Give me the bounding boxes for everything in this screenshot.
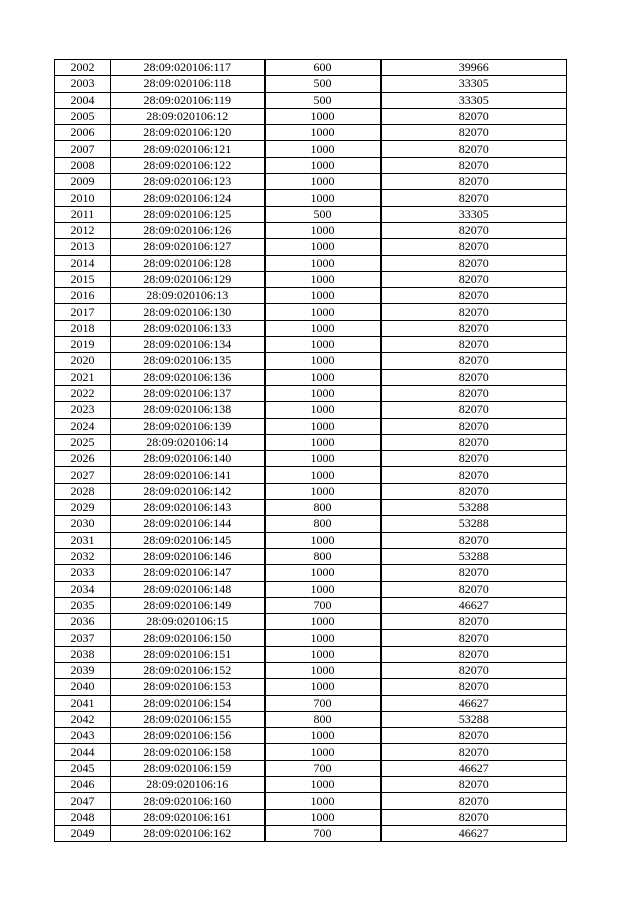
area-cell: 1000: [265, 565, 381, 581]
row-number-cell: 2031: [55, 532, 111, 548]
cadastral-number-cell: 28:09:020106:155: [111, 711, 265, 727]
value-cell: 82070: [381, 369, 567, 385]
value-cell: 82070: [381, 532, 567, 548]
cadastral-number-cell: 28:09:020106:158: [111, 744, 265, 760]
table-row: [55, 190, 567, 206]
area-cell: 1000: [265, 483, 381, 499]
cadastral-number-cell: 28:09:020106:12: [111, 108, 265, 124]
area-cell: 1000: [265, 320, 381, 336]
row-number-cell: 2010: [55, 190, 111, 206]
value-cell: 82070: [381, 565, 567, 581]
table-row: [55, 581, 567, 597]
area-cell: 1000: [265, 467, 381, 483]
area-cell: 1000: [265, 630, 381, 646]
row-number-cell: 2035: [55, 597, 111, 613]
area-cell: 1000: [265, 304, 381, 320]
value-cell: 82070: [381, 728, 567, 744]
area-cell: 1000: [265, 532, 381, 548]
cadastral-number-cell: 28:09:020106:120: [111, 125, 265, 141]
row-number-cell: 2002: [55, 60, 111, 76]
value-cell: 82070: [381, 662, 567, 678]
value-cell: 82070: [381, 320, 567, 336]
cadastral-number-cell: 28:09:020106:143: [111, 500, 265, 516]
cadastral-number-cell: 28:09:020106:147: [111, 565, 265, 581]
table-row: [55, 222, 567, 238]
row-number-cell: 2026: [55, 451, 111, 467]
row-number-cell: 2003: [55, 76, 111, 92]
value-cell: 33305: [381, 206, 567, 222]
row-number-cell: 2034: [55, 581, 111, 597]
area-cell: 1000: [265, 809, 381, 825]
table-row: [55, 271, 567, 287]
cadastral-number-cell: 28:09:020106:126: [111, 222, 265, 238]
area-cell: 500: [265, 76, 381, 92]
table-row: [55, 744, 567, 760]
area-cell: 1000: [265, 353, 381, 369]
row-number-cell: 2049: [55, 825, 111, 841]
table-row: [55, 662, 567, 678]
cadastral-number-cell: 28:09:020106:133: [111, 320, 265, 336]
area-cell: 1000: [265, 744, 381, 760]
value-cell: 82070: [381, 190, 567, 206]
row-number-cell: 2036: [55, 614, 111, 630]
area-cell: 700: [265, 760, 381, 776]
value-cell: 82070: [381, 108, 567, 124]
table-row: [55, 255, 567, 271]
value-cell: 82070: [381, 777, 567, 793]
cadastral-number-cell: 28:09:020106:119: [111, 92, 265, 108]
cadastral-number-cell: 28:09:020106:148: [111, 581, 265, 597]
table-row: [55, 174, 567, 190]
table-body: [55, 60, 567, 842]
area-cell: 1000: [265, 288, 381, 304]
cadastral-number-cell: 28:09:020106:122: [111, 157, 265, 173]
value-cell: 82070: [381, 304, 567, 320]
cadastral-number-cell: 28:09:020106:159: [111, 760, 265, 776]
table-row: [55, 695, 567, 711]
cadastral-number-cell: 28:09:020106:123: [111, 174, 265, 190]
value-cell: 82070: [381, 630, 567, 646]
table-row: [55, 728, 567, 744]
area-cell: 800: [265, 548, 381, 564]
table-row: [55, 825, 567, 841]
row-number-cell: 2029: [55, 500, 111, 516]
row-number-cell: 2048: [55, 809, 111, 825]
row-number-cell: 2040: [55, 679, 111, 695]
value-cell: 82070: [381, 581, 567, 597]
area-cell: 1000: [265, 614, 381, 630]
value-cell: 82070: [381, 451, 567, 467]
table-row: [55, 451, 567, 467]
value-cell: 82070: [381, 679, 567, 695]
row-number-cell: 2013: [55, 239, 111, 255]
data-table: [54, 59, 567, 842]
value-cell: 53288: [381, 711, 567, 727]
value-cell: 82070: [381, 402, 567, 418]
row-number-cell: 2012: [55, 222, 111, 238]
value-cell: 39966: [381, 60, 567, 76]
value-cell: 82070: [381, 385, 567, 401]
row-number-cell: 2046: [55, 777, 111, 793]
table-row: [55, 76, 567, 92]
cadastral-number-cell: 28:09:020106:121: [111, 141, 265, 157]
area-cell: 1000: [265, 402, 381, 418]
cadastral-number-cell: 28:09:020106:161: [111, 809, 265, 825]
value-cell: 46627: [381, 760, 567, 776]
cadastral-number-cell: 28:09:020106:128: [111, 255, 265, 271]
table-row: [55, 614, 567, 630]
cadastral-number-cell: 28:09:020106:136: [111, 369, 265, 385]
row-number-cell: 2009: [55, 174, 111, 190]
row-number-cell: 2038: [55, 646, 111, 662]
value-cell: 82070: [381, 222, 567, 238]
value-cell: 82070: [381, 793, 567, 809]
table-row: [55, 679, 567, 695]
area-cell: 1000: [265, 271, 381, 287]
area-cell: 800: [265, 516, 381, 532]
value-cell: 82070: [381, 141, 567, 157]
value-cell: 82070: [381, 337, 567, 353]
value-cell: 33305: [381, 76, 567, 92]
row-number-cell: 2033: [55, 565, 111, 581]
area-cell: 800: [265, 500, 381, 516]
cadastral-number-cell: 28:09:020106:156: [111, 728, 265, 744]
cadastral-number-cell: 28:09:020106:151: [111, 646, 265, 662]
cadastral-number-cell: 28:09:020106:117: [111, 60, 265, 76]
table-row: [55, 597, 567, 613]
cadastral-number-cell: 28:09:020106:15: [111, 614, 265, 630]
table-row: [55, 157, 567, 173]
table-row: [55, 320, 567, 336]
table-row: [55, 108, 567, 124]
table-row: [55, 402, 567, 418]
area-cell: 600: [265, 60, 381, 76]
area-cell: 1000: [265, 679, 381, 695]
value-cell: 53288: [381, 548, 567, 564]
cadastral-number-cell: 28:09:020106:13: [111, 288, 265, 304]
row-number-cell: 2039: [55, 662, 111, 678]
value-cell: 82070: [381, 255, 567, 271]
row-number-cell: 2030: [55, 516, 111, 532]
value-cell: 82070: [381, 744, 567, 760]
cadastral-number-cell: 28:09:020106:129: [111, 271, 265, 287]
table-row: [55, 141, 567, 157]
row-number-cell: 2037: [55, 630, 111, 646]
table-row: [55, 483, 567, 499]
row-number-cell: 2043: [55, 728, 111, 744]
cadastral-number-cell: 28:09:020106:118: [111, 76, 265, 92]
table-row: [55, 630, 567, 646]
cadastral-number-cell: 28:09:020106:160: [111, 793, 265, 809]
table-row: [55, 60, 567, 76]
row-number-cell: 2018: [55, 320, 111, 336]
row-number-cell: 2045: [55, 760, 111, 776]
row-number-cell: 2020: [55, 353, 111, 369]
cadastral-number-cell: 28:09:020106:142: [111, 483, 265, 499]
row-number-cell: 2004: [55, 92, 111, 108]
area-cell: 1000: [265, 777, 381, 793]
row-number-cell: 2044: [55, 744, 111, 760]
area-cell: 700: [265, 825, 381, 841]
table-row: [55, 646, 567, 662]
row-number-cell: 2015: [55, 271, 111, 287]
area-cell: 700: [265, 695, 381, 711]
cadastral-number-cell: 28:09:020106:16: [111, 777, 265, 793]
row-number-cell: 2011: [55, 206, 111, 222]
value-cell: 33305: [381, 92, 567, 108]
table-row: [55, 206, 567, 222]
area-cell: 1000: [265, 255, 381, 271]
cadastral-number-cell: 28:09:020106:125: [111, 206, 265, 222]
table-row: [55, 418, 567, 434]
area-cell: 1000: [265, 190, 381, 206]
value-cell: 82070: [381, 809, 567, 825]
cadastral-number-cell: 28:09:020106:138: [111, 402, 265, 418]
row-number-cell: 2021: [55, 369, 111, 385]
row-number-cell: 2005: [55, 108, 111, 124]
table-row: [55, 777, 567, 793]
table-row: [55, 385, 567, 401]
area-cell: 1000: [265, 434, 381, 450]
row-number-cell: 2017: [55, 304, 111, 320]
value-cell: 82070: [381, 483, 567, 499]
table-row: [55, 304, 567, 320]
area-cell: 500: [265, 92, 381, 108]
table-row: [55, 337, 567, 353]
cadastral-number-cell: 28:09:020106:124: [111, 190, 265, 206]
area-cell: 1000: [265, 337, 381, 353]
area-cell: 1000: [265, 793, 381, 809]
value-cell: 82070: [381, 353, 567, 369]
area-cell: 1000: [265, 174, 381, 190]
row-number-cell: 2016: [55, 288, 111, 304]
area-cell: 1000: [265, 141, 381, 157]
row-number-cell: 2022: [55, 385, 111, 401]
value-cell: 46627: [381, 695, 567, 711]
table-row: [55, 760, 567, 776]
row-number-cell: 2027: [55, 467, 111, 483]
value-cell: 53288: [381, 500, 567, 516]
table-row: [55, 565, 567, 581]
cadastral-number-cell: 28:09:020106:144: [111, 516, 265, 532]
cadastral-number-cell: 28:09:020106:139: [111, 418, 265, 434]
cadastral-number-cell: 28:09:020106:137: [111, 385, 265, 401]
row-number-cell: 2032: [55, 548, 111, 564]
row-number-cell: 2042: [55, 711, 111, 727]
value-cell: 82070: [381, 174, 567, 190]
area-cell: 700: [265, 597, 381, 613]
value-cell: 46627: [381, 597, 567, 613]
area-cell: 800: [265, 711, 381, 727]
cadastral-number-cell: 28:09:020106:153: [111, 679, 265, 695]
area-cell: 1000: [265, 125, 381, 141]
table-row: [55, 288, 567, 304]
row-number-cell: 2023: [55, 402, 111, 418]
value-cell: 82070: [381, 125, 567, 141]
table-row: [55, 125, 567, 141]
cadastral-number-cell: 28:09:020106:127: [111, 239, 265, 255]
row-number-cell: 2041: [55, 695, 111, 711]
value-cell: 82070: [381, 614, 567, 630]
area-cell: 1000: [265, 157, 381, 173]
area-cell: 1000: [265, 108, 381, 124]
value-cell: 82070: [381, 418, 567, 434]
cadastral-number-cell: 28:09:020106:145: [111, 532, 265, 548]
cadastral-number-cell: 28:09:020106:140: [111, 451, 265, 467]
value-cell: 82070: [381, 271, 567, 287]
area-cell: 1000: [265, 385, 381, 401]
area-cell: 1000: [265, 581, 381, 597]
area-cell: 1000: [265, 239, 381, 255]
table-row: [55, 793, 567, 809]
area-cell: 1000: [265, 646, 381, 662]
row-number-cell: 2008: [55, 157, 111, 173]
row-number-cell: 2024: [55, 418, 111, 434]
area-cell: 500: [265, 206, 381, 222]
cadastral-number-cell: 28:09:020106:141: [111, 467, 265, 483]
area-cell: 1000: [265, 418, 381, 434]
area-cell: 1000: [265, 662, 381, 678]
cadastral-number-cell: 28:09:020106:14: [111, 434, 265, 450]
table-row: [55, 516, 567, 532]
cadastral-number-cell: 28:09:020106:154: [111, 695, 265, 711]
value-cell: 82070: [381, 467, 567, 483]
cadastral-number-cell: 28:09:020106:150: [111, 630, 265, 646]
table-row: [55, 467, 567, 483]
value-cell: 46627: [381, 825, 567, 841]
table-row: [55, 548, 567, 564]
area-cell: 1000: [265, 369, 381, 385]
cadastral-number-cell: 28:09:020106:162: [111, 825, 265, 841]
row-number-cell: 2028: [55, 483, 111, 499]
cadastral-number-cell: 28:09:020106:152: [111, 662, 265, 678]
cadastral-number-cell: 28:09:020106:134: [111, 337, 265, 353]
table-row: [55, 239, 567, 255]
table-row: [55, 434, 567, 450]
table-row: [55, 369, 567, 385]
value-cell: 82070: [381, 646, 567, 662]
table-row: [55, 92, 567, 108]
row-number-cell: 2025: [55, 434, 111, 450]
table-row: [55, 500, 567, 516]
row-number-cell: 2047: [55, 793, 111, 809]
table-row: [55, 353, 567, 369]
row-number-cell: 2014: [55, 255, 111, 271]
area-cell: 1000: [265, 222, 381, 238]
row-number-cell: 2006: [55, 125, 111, 141]
cadastral-number-cell: 28:09:020106:146: [111, 548, 265, 564]
cadastral-number-cell: 28:09:020106:149: [111, 597, 265, 613]
cadastral-number-cell: 28:09:020106:135: [111, 353, 265, 369]
value-cell: 82070: [381, 239, 567, 255]
value-cell: 82070: [381, 434, 567, 450]
table-row: [55, 532, 567, 548]
value-cell: 82070: [381, 288, 567, 304]
table-row: [55, 711, 567, 727]
value-cell: 82070: [381, 157, 567, 173]
value-cell: 53288: [381, 516, 567, 532]
area-cell: 1000: [265, 728, 381, 744]
cadastral-number-cell: 28:09:020106:130: [111, 304, 265, 320]
table-row: [55, 809, 567, 825]
row-number-cell: 2019: [55, 337, 111, 353]
area-cell: 1000: [265, 451, 381, 467]
row-number-cell: 2007: [55, 141, 111, 157]
